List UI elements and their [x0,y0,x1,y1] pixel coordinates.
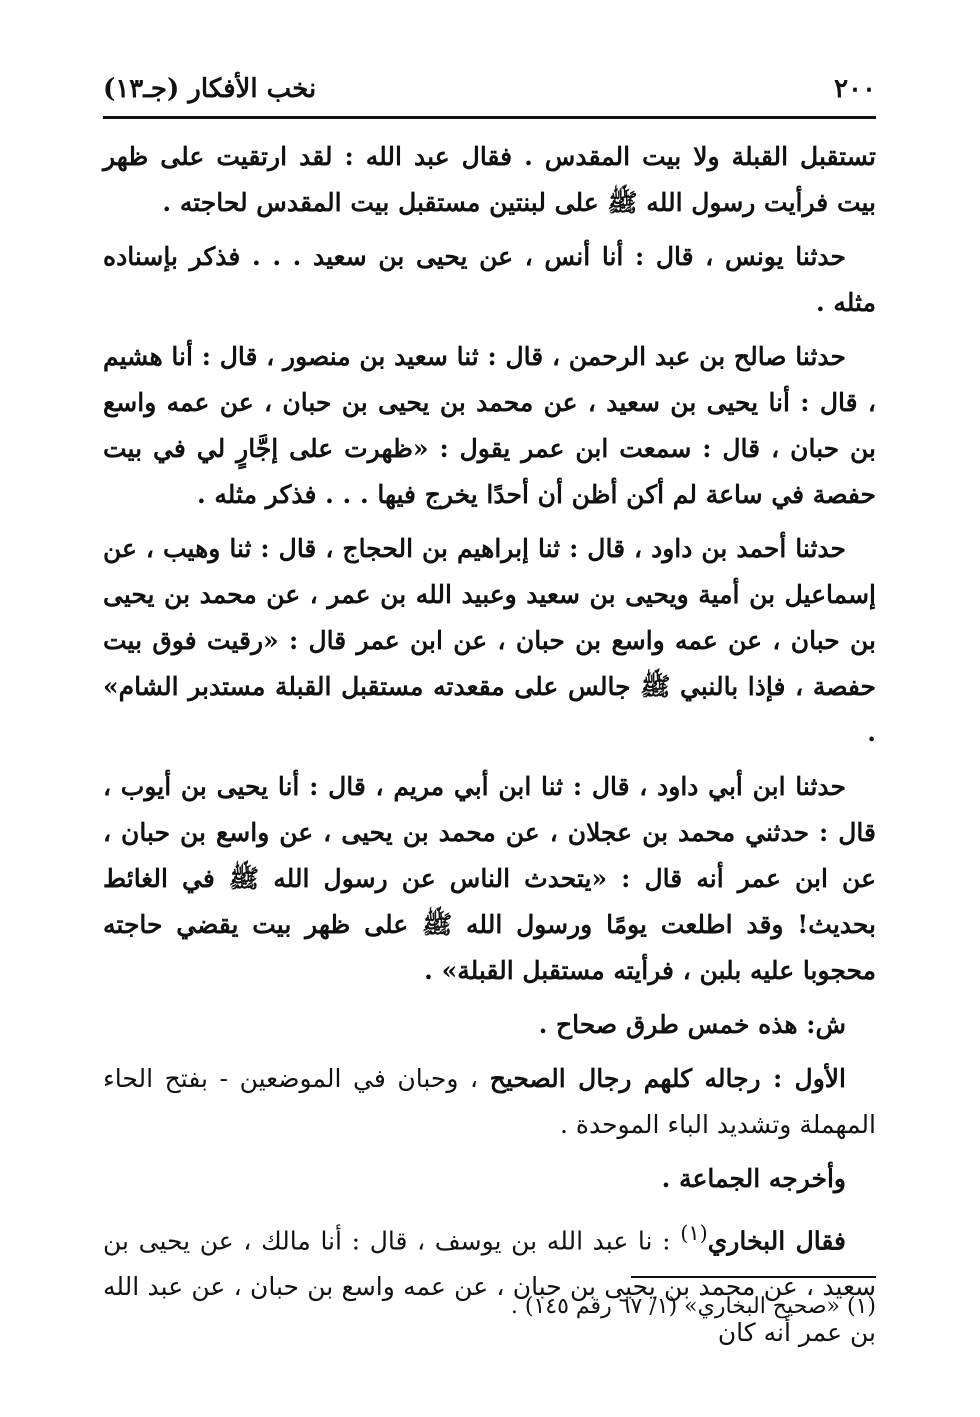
paragraph [103,1210,876,1356]
paragraph: حدثنا صالح بن عبد الرحمن ، قال : ثنا سعيد بن منصور ، قال : أنا هشيم ، قال : أنا يحيى بن سعيد ، عن محمد بن يحيى بن حبان ، عن عمه واسع بن حبان ، قال : سمعت ابن عمر يقول : «ظهرت على إجَّارٍ لي في بيت حفصة في ساعة لم أكن أظن أن أحدًا يخرج فيها . . . فذكر مثله . [103,342,876,509]
paragraph [103,1056,876,1148]
paragraph: حدثنا ابن أبي داود ، قال : ثنا ابن أبي مريم ، قال : أنا يحيى بن أيوب ، قال : حدثني محمد بن عجلان ، عن محمد بن يحيى ، عن واسع بن حبان ، عن ابن عمر أنه قال : «يتحدث الناس عن رسول الله ﷺ في الغائط بحديث! وقد اطلعت يومًا ورسول الله ﷺ على ظهر بيت يقضي حاجته محجوبا عليه بلبن ، فرأيته مستقبل القبلة» . [103,772,876,985]
page-number: ٢٠٠ [834,74,876,104]
footnote-rule [631,1276,876,1278]
body-text [103,134,876,1364]
paragraph-lead: الأول : رجاله كلهم رجال الصحيح [489,1064,846,1093]
footnote: (١) «صحيح البخاري» (١/ ٦٧ رقم ١٤٥) . [510,1294,876,1319]
paragraph: حدثنا أحمد بن داود ، قال : ثنا إبراهيم بن الحجاج ، قال : ثنا وهيب ، عن إسماعيل بن أمية ويحيى بن سعيد وعبيد الله بن عمر ، عن محمد بن يحيى بن حبان ، عن عمه واسع بن حبان ، عن ابن عمر قال : «رقيت فوق بيت حفصة ، فإذا بالنبي ﷺ جالس على مقعدته مستقبل القبلة مستدبر الشام» . [103,534,876,747]
footnote-ref[interactable]: (١) [680,1221,708,1245]
commentary-heading: ش: هذه خمس طرق صحاح . [538,1010,846,1039]
paragraph-rest: ، وحبان في الموضعين - بفتح الحاء المهملة وتشديد الباء الموحدة . [103,1064,876,1139]
header-rule [103,116,876,119]
running-header [103,68,876,108]
book-title: نخب الأفكار (جـ١٣) [103,74,317,104]
paragraph-rest: : نا عبد الله بن يوسف ، قال : أنا مالك ، عن يحيى بن سعيد ، عن محمد بن يحيى بن حبان ، عن عمه واسع بن حبان ، عن عبد الله بن عمر أنه كان [103,1226,877,1348]
paragraph: تستقبل القبلة ولا بيت المقدس . فقال عبد الله : لقد ارتقيت على ظهر بيت فرأيت رسول الله ﷺ على لبنتين مستقبل بيت المقدس لحاجته . [103,142,876,217]
paragraph: وأخرجه الجماعة . [661,1164,846,1193]
paragraph: حدثنا يونس ، قال : أنا أنس ، عن يحيى بن سعيد . . . فذكر بإسناده مثله . [103,242,876,317]
paragraph-lead: فقال البخاري [707,1226,846,1256]
